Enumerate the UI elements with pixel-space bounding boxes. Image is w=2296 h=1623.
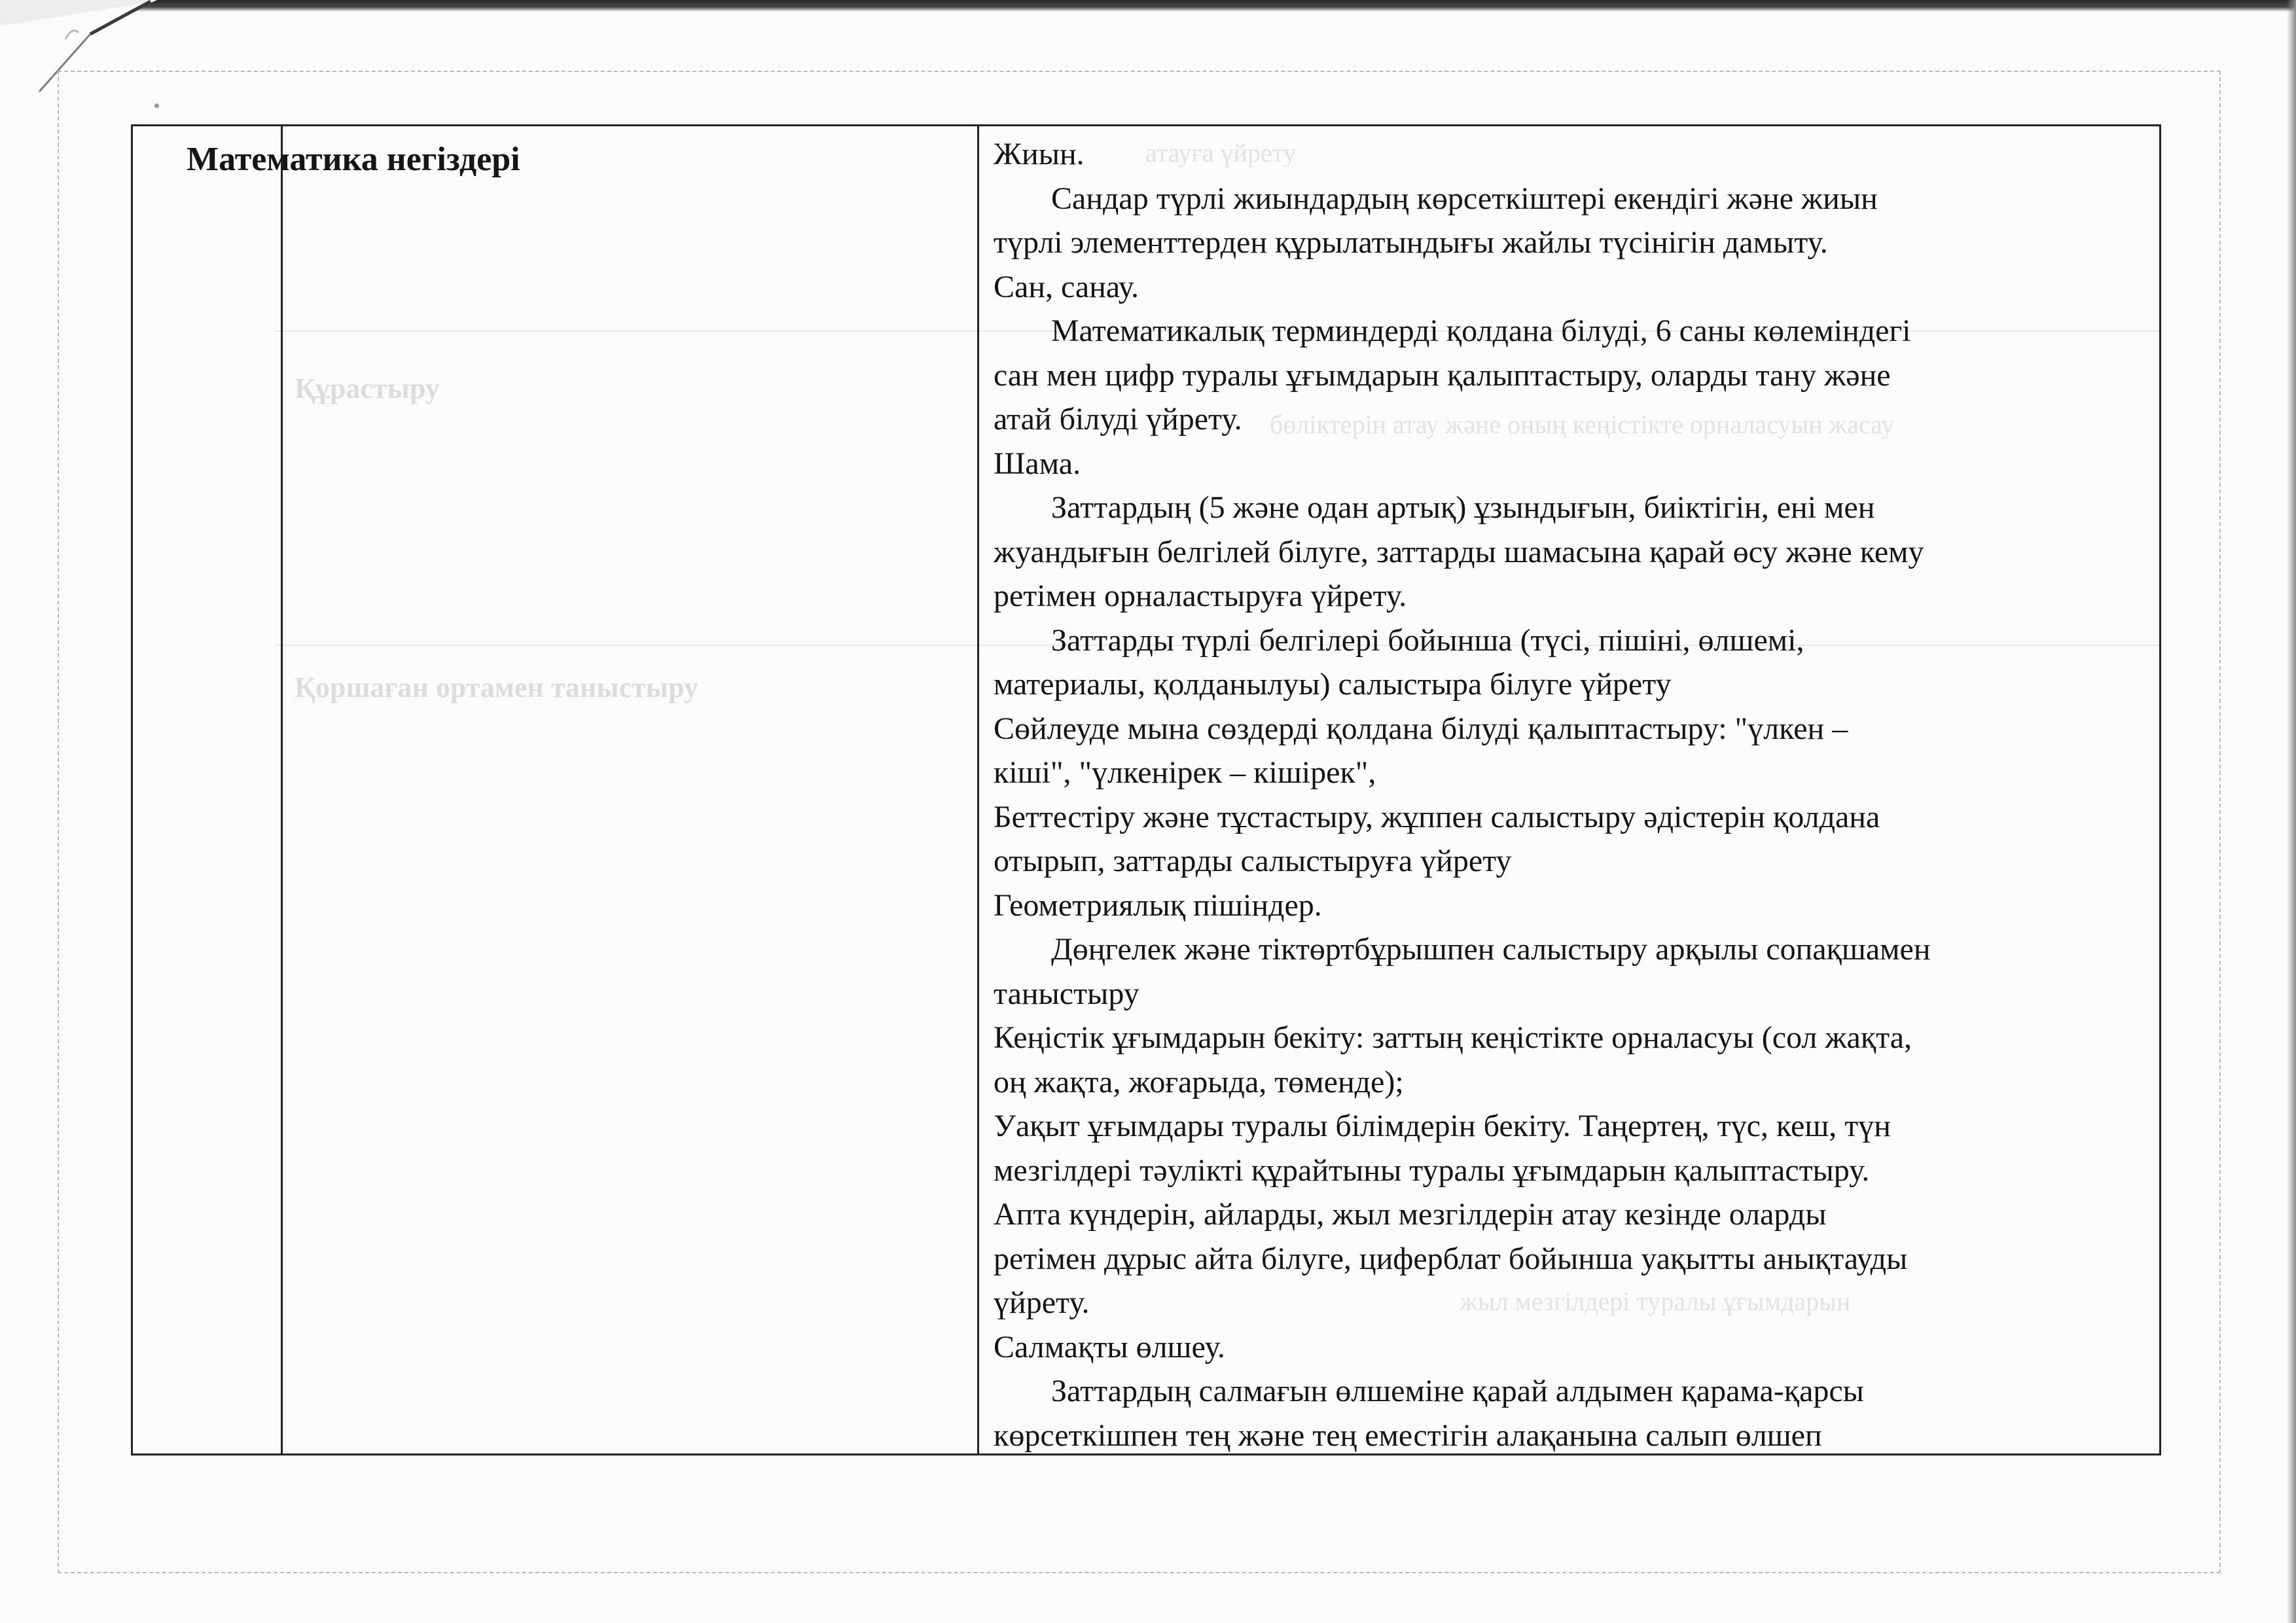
subject-title: Математика негіздері	[187, 141, 520, 178]
content-line: үйрету.	[994, 1285, 1090, 1320]
content-line: Салмақты өлшеу.	[994, 1329, 1225, 1364]
content-line: Математикалық терминдерді қолдана білуді, 6 саны көлеміндегі	[1051, 313, 1911, 348]
bleed-through-fragment: атауға үйрету	[1145, 138, 1297, 168]
scan-edge-top	[118, 0, 2296, 12]
bleed-through-fragment: жыл мезгілдері туралы ұғымдарын	[1460, 1287, 1851, 1316]
content-line: Заттардың салмағын өлшеміне қарай алдымен қарама-қарсы	[1051, 1374, 1864, 1408]
content-line: түрлі элементтерден құрылатындығы жайлы түсінігін дамыту.	[994, 225, 1828, 260]
content-line: Кеңістік ұғымдарын бекіту: заттың кеңістікте орналасуы (сол жақта,	[994, 1020, 1912, 1055]
bleed-through-term: Құрастыру	[295, 372, 440, 404]
content-line: Сөйлеуде мына сөздерді қолдана білуді қалыптастыру: "үлкен –	[994, 711, 1848, 746]
content-line: Сандар түрлі жиындардың көрсеткіштері екендігі және жиын	[1051, 181, 1878, 216]
content-line: Жиын.	[994, 137, 1085, 171]
content-line: Уақыт ұғымдары туралы білімдерін бекіту. Таңертең, түс, кеш, түн	[994, 1109, 1891, 1143]
bleed-through-fragment: бөліктерін атау және оның кеңістікте орналасуын жасау	[1270, 410, 1895, 439]
bleed-through-term: Қоршаған ортамен таныстыру	[295, 671, 698, 704]
content-line: ретімен дұрыс айта білуге, циферблат бойынша уақытты анықтауды	[994, 1241, 1908, 1276]
content-line: Шама.	[994, 446, 1081, 481]
content-line: материалы, қолданылуы) салыстыра білуге үйрету	[994, 667, 1672, 702]
content-line: сан мен цифр туралы ұғымдарын қалыптастыру, оларды тану және	[994, 357, 1891, 393]
content-line: ретімен орналастыруға үйрету.	[994, 579, 1407, 613]
content-line: Беттестіру және тұстастыру, жұппен салыстыру әдістерін қолдана	[994, 799, 1880, 834]
content-line: көрсеткішпен тең және тең еместігін алақанына салып өлшеп	[994, 1418, 1822, 1453]
content-line: Заттардың (5 және одан артық) ұзындығын, биіктігін, ені мен	[1051, 490, 1875, 525]
content-line: атай білуді үйрету.	[994, 402, 1242, 437]
content-line: Сан, санау.	[994, 269, 1139, 304]
content-line: отырып, заттарды салыстыруға үйрету	[994, 844, 1512, 878]
content-line: Заттарды түрлі белгілері бойынша (түсі, пішіні, өлшемі,	[1051, 622, 1804, 658]
content-line: мезгілдері тәулікті құрайтыны туралы ұғымдарын қалыптастыру.	[994, 1152, 1870, 1188]
content-line: таныстыру	[994, 976, 1139, 1011]
content-line: оң жақта, жоғарыда, төменде);	[994, 1064, 1404, 1099]
scan-edge-right	[2287, 0, 2296, 1623]
content-line: Геометриялық пішіндер.	[994, 887, 1322, 923]
content-line: жуандығын белгілей білуге, заттарды шамасына қарай өсу және кему	[994, 534, 1924, 569]
content-line: кіші", "үлкенірек – кішірек",	[994, 755, 1376, 790]
content-line: Апта күндерін, айларды, жыл мезгілдерін атау кезінде оларды	[994, 1197, 1827, 1232]
table-column-divider	[281, 126, 283, 1454]
table-column-divider	[977, 126, 979, 1454]
content-line: Дөңгелек және тіктөртбұрышпен салыстыру арқылы сопақшамен	[1051, 932, 1931, 967]
content-cell	[994, 132, 2145, 1457]
